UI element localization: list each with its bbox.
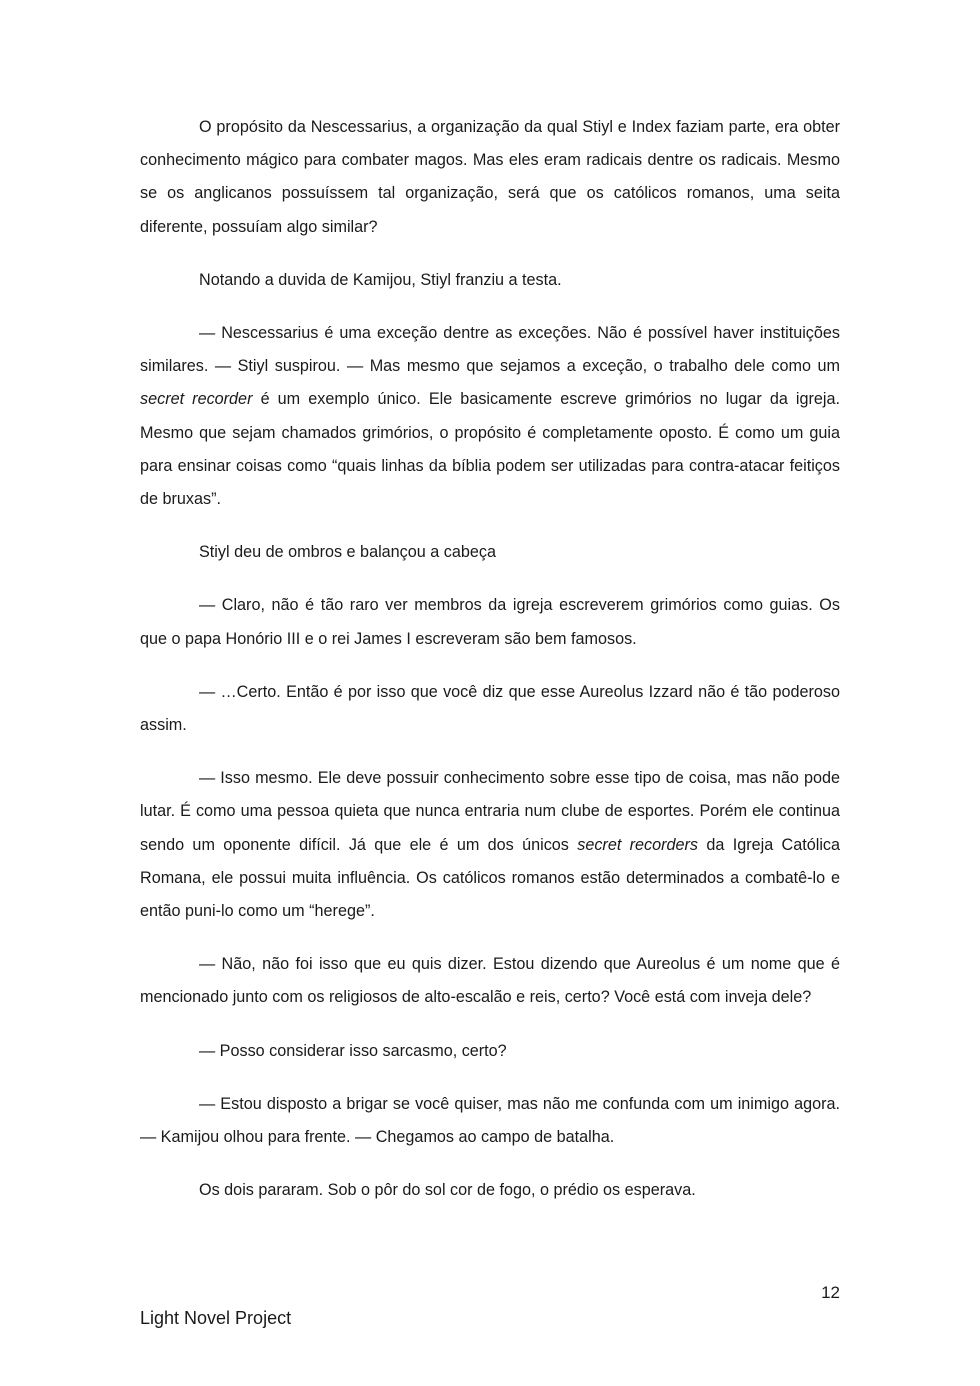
paragraph-7: — Isso mesmo. Ele deve possuir conhecimento sobre esse tipo de coisa, mas não pode lutar. É como uma pessoa quieta que nunca entraria num clube de esportes. Porém ele continua sendo um oponente difícil. Já que ele é um dos únicos secret recorders da Igreja Católica Romana, ele possui muita influência. Os católicos romanos estão determinados a combatê-lo e então puni-lo como um “herege”. <box>140 769 841 921</box>
italic-term: secret recorder <box>140 390 253 409</box>
paragraph-2: Notando a duvida de Kamijou, Stiyl franziu a testa. <box>199 270 562 289</box>
page-number: 12 <box>821 1283 840 1302</box>
paragraph-1: O propósito da Nescessarius, a organização da qual Stiyl e Index faziam parte, era obter conhecimento mágico para combater magos. Mas eles eram radicais dentre os radicais. Mesmo se os anglicanos possuíssem tal organização, será que os católicos romanos, uma seita diferente, possuíam algo similar? <box>140 118 840 236</box>
footer-text: Light Novel Project <box>140 1308 292 1328</box>
page-body <box>140 111 840 1227</box>
paragraph-6: — …Certo. Então é por isso que você diz que esse Aureolus Izzard não é tão poderoso assim. <box>140 682 840 735</box>
italic-term: secret recorders <box>577 835 699 854</box>
paragraph-8: — Não, não foi isso que eu quis dizer. Estou dizendo que Aureolus é um nome que é mencionado junto com os religiosos de alto-escalão e reis, certo? Você está com inveja dele? <box>140 955 840 1007</box>
paragraph-11: Os dois pararam. Sob o pôr do sol cor de fogo, o prédio os esperava. <box>199 1181 696 1200</box>
paragraph-4: Stiyl deu de ombros e balançou a cabeça <box>199 543 496 562</box>
paragraph-9: — Posso considerar isso sarcasmo, certo? <box>199 1041 507 1060</box>
paragraph-5: — Claro, não é tão raro ver membros da igreja escreverem grimórios como guias. Os que o papa Honório III e o rei James I escreveram são bem famosos. <box>140 596 840 648</box>
paragraph-10: — Estou disposto a brigar se você quiser, mas não me confunda com um inimigo agora. — Kamijou olhou para frente. — Chegamos ao campo de batalha. <box>140 1094 840 1147</box>
paragraph-3: — Nescessarius é uma exceção dentre as exceções. Não é possível haver instituições similares. — Stiyl suspirou. — Mas mesmo que sejamos a exceção, o trabalho dele como um secret recorder é um exemplo único. Ele basicamente escreve grimórios no lugar da igreja. Mesmo que sejam chamados grimórios, o propósito é completamente oposto. É como um guia para ensinar coisas como “quais linhas da bíblia podem ser utilizadas para contra-atacar feitiços de bruxas”. <box>140 324 841 509</box>
